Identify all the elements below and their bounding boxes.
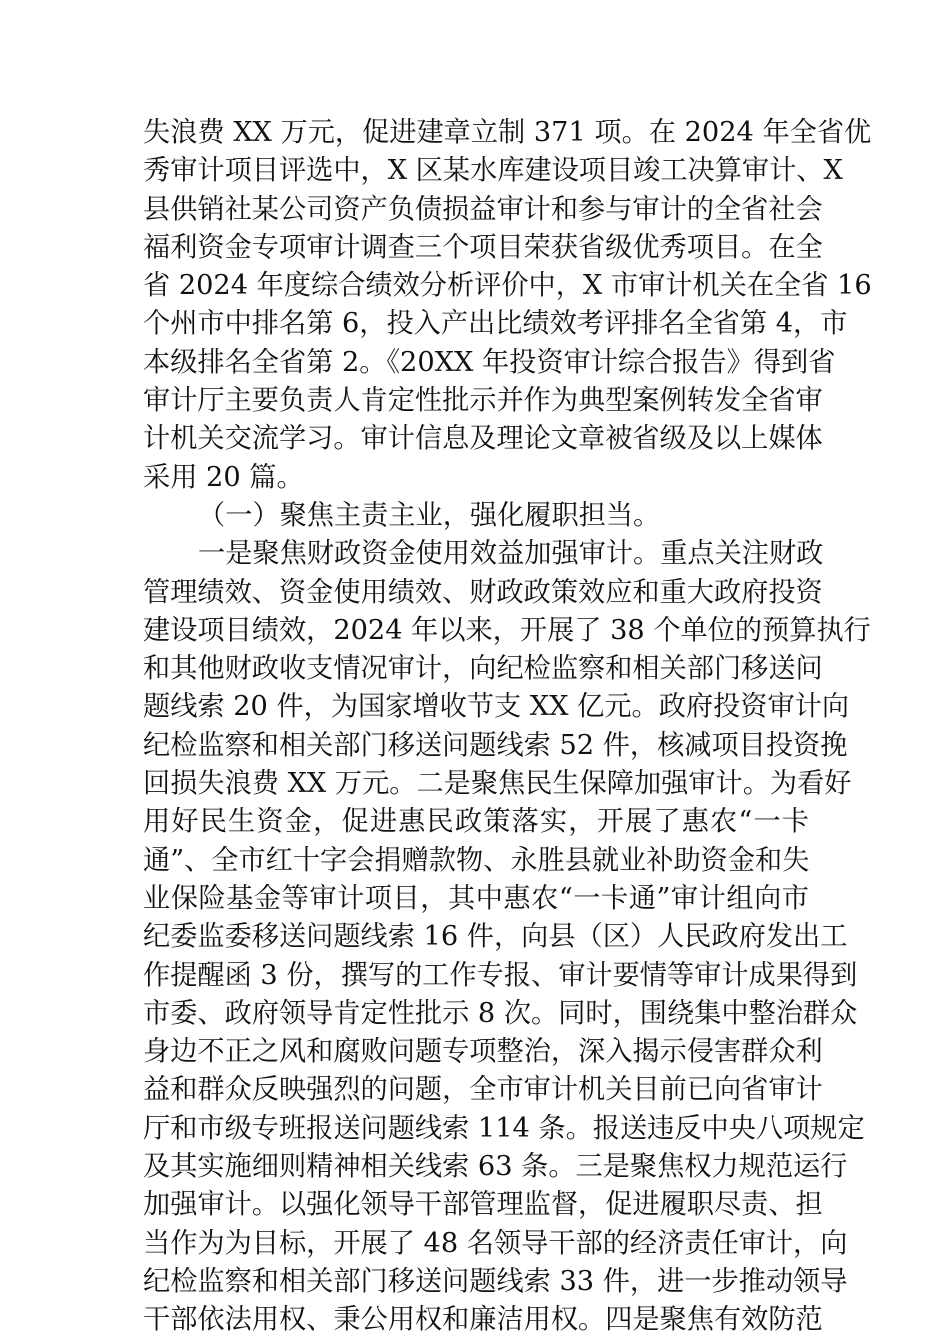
- paragraph-first-line: 一是聚焦财政资金使用效益加强审计。重点关注财政: [198, 538, 824, 570]
- text-line: 身边不正之风和腐败问题专项整治，深入揭示侵害群众利: [143, 1036, 823, 1068]
- text-line: 加强审计。以强化领导干部管理监督，促进履职尽责、担: [143, 1189, 823, 1221]
- text-line: 回损失浪费 XX 万元。二是聚焦民生保障加强审计。为看好: [143, 768, 852, 800]
- text-line: 福利资金专项审计调查三个项目荣获省级优秀项目。在全: [143, 231, 823, 263]
- text-line: 失浪费 XX 万元，促进建章立制 371 项。在 2024 年全省优: [143, 117, 872, 148]
- text-line: 纪检监察和相关部门移送问题线索 52 件，核减项目投资挽: [143, 729, 848, 761]
- text-line: 题线索 20 件，为国家增收节支 XX 亿元。政府投资审计向: [143, 691, 850, 723]
- text-line: 省 2024 年度综合绩效分析评价中，X 市审计机关在全省 16: [143, 270, 872, 302]
- text-line: 益和群众反映强烈的问题，全市审计机关目前已向省审计: [143, 1074, 823, 1106]
- text-line: 管理绩效、资金使用绩效、财政政策效应和重大政府投资: [143, 576, 823, 608]
- text-line: 纪委监委移送问题线索 16 件，向县（区）人民政府发出工: [143, 921, 848, 953]
- text-line: 建设项目绩效，2024 年以来，开展了 38 个单位的预算执行: [143, 614, 871, 646]
- text-line: 计机关交流学习。审计信息及理论文章被省级及以上媒体: [143, 423, 823, 455]
- text-line: 个州市中排名第 6，投入产出比绩效考评排名全省第 4，市: [143, 308, 848, 340]
- text-line: 通”、全市红十字会捐赠款物、永胜县就业补助资金和失: [143, 844, 810, 876]
- text-line: 用好民生资金，促进惠民政策落实，开展了惠农“一卡: [143, 806, 809, 838]
- text-line: 审计厅主要负责人肯定性批示并作为典型案例转发全省审: [143, 385, 823, 417]
- text-line: 纪检监察和相关部门移送问题线索 33 件，进一步推动领导: [143, 1265, 848, 1297]
- section-heading: （一）聚焦主责主业，强化履职担当。: [198, 499, 661, 531]
- text-line: 及其实施细则精神相关线索 63 条。三是聚焦权力规范运行: [143, 1151, 848, 1183]
- text-line: 市委、政府领导肯定性批示 8 次。同时，围绕集中整治群众: [143, 997, 858, 1029]
- text-line: 干部依法用权、秉公用权和廉洁用权。四是聚焦有效防范: [143, 1304, 823, 1336]
- body-text: [143, 114, 872, 1340]
- text-line: 和其他财政收支情况审计，向纪检监察和相关部门移送问: [143, 653, 823, 685]
- text-line: 厅和市级专班报送问题线索 114 条。报送违反中央八项规定: [143, 1112, 865, 1144]
- text-line: 秀审计项目评选中，X 区某水库建设项目竣工决算审计、X: [143, 155, 843, 187]
- text-line: 作提醒函 3 份，撰写的工作专报、审计要情等审计成果得到: [143, 959, 858, 991]
- text-line: 业保险基金等审计项目，其中惠农“一卡通”审计组向市: [143, 882, 809, 914]
- text-line: 当作为为目标，开展了 48 名领导干部的经济责任审计，向: [143, 1227, 848, 1259]
- text-line: 本级排名全省第 2。《20XX 年投资审计综合报告》得到省: [143, 346, 836, 378]
- text-line: 采用 20 篇。: [143, 461, 304, 493]
- text-line: 县供销社某公司资产负债损益审计和参与审计的全省社会: [143, 193, 823, 225]
